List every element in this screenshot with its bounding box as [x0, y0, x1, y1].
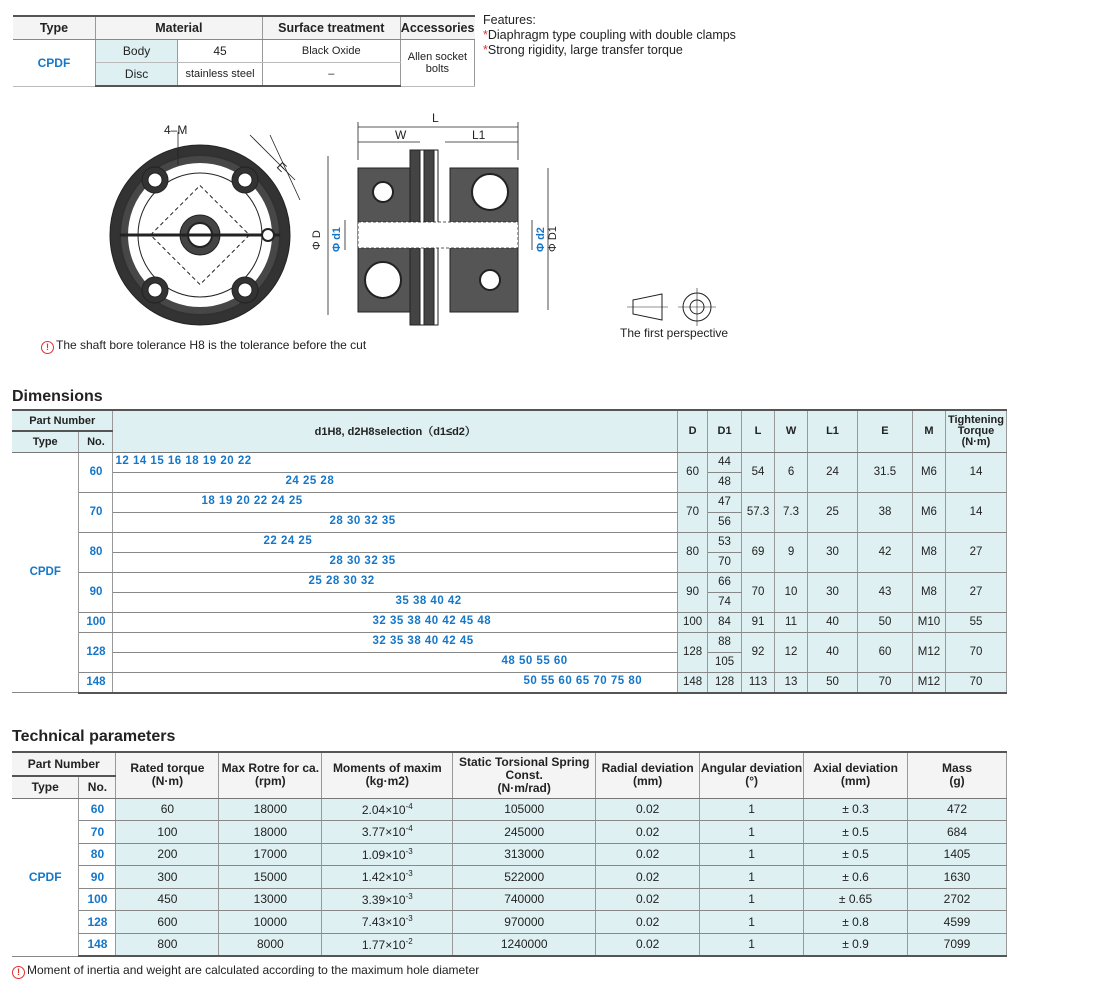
type-cell: CPDF	[13, 40, 95, 87]
technical-row	[12, 933, 1007, 956]
spring-const: 1240000	[453, 933, 596, 956]
type-cell: CPDF	[12, 452, 79, 693]
moment-of-inertia: $1.09\times 10^{-3}$	[322, 843, 453, 866]
dim-L1: 50	[808, 672, 858, 693]
dim-D: 90	[678, 572, 708, 612]
dimensions-row	[12, 532, 1007, 552]
angular-deviation: 1	[700, 933, 804, 956]
header-radial: Radial deviation (mm)	[596, 752, 700, 798]
dim-L1: 30	[808, 532, 858, 572]
dim-L1: 40	[808, 632, 858, 672]
part-no: 148	[79, 672, 113, 693]
technical-row	[12, 866, 1007, 889]
header-selection: d1H8, d2H8selection（d1≤d2）	[113, 410, 678, 452]
rated-torque: 300	[116, 866, 219, 889]
dim-D1: 128	[708, 672, 742, 693]
radial-deviation: 0.02	[596, 866, 700, 889]
spring-const: 313000	[453, 843, 596, 866]
header-torque: Rated torque (N·m)	[116, 752, 219, 798]
front-view-drawing	[110, 132, 300, 325]
dim-D: 70	[678, 492, 708, 532]
angular-deviation: 1	[700, 798, 804, 821]
dim-torque: 70	[945, 632, 1006, 672]
part-no: 100	[79, 612, 113, 632]
dimensions-row	[12, 452, 1007, 472]
max-rpm: 8000	[219, 933, 322, 956]
axial-deviation: ± 0.65	[804, 888, 908, 911]
part-no: 80	[79, 532, 113, 572]
dim-D1: 70	[708, 552, 742, 572]
axial-deviation: ± 0.3	[804, 798, 908, 821]
bore-selection: 25 28 30 32	[113, 572, 678, 592]
radial-deviation: 0.02	[596, 843, 700, 866]
material-disc: stainless steel	[178, 63, 263, 87]
dim-D: 60	[678, 452, 708, 492]
header-no: No.	[79, 431, 113, 452]
moment-of-inertia: $3.39\times 10^{-3}$	[322, 888, 453, 911]
dim-D: 80	[678, 532, 708, 572]
rated-torque: 200	[116, 843, 219, 866]
angular-deviation: 1	[700, 843, 804, 866]
dim-W: 7.3	[775, 492, 808, 532]
coupling-drawing	[100, 110, 740, 340]
dim-L: 57.3	[742, 492, 775, 532]
dim-D1: 44	[708, 452, 742, 472]
surface-body: Black Oxide	[262, 40, 400, 63]
moment-of-inertia: $3.77\times 10^{-4}$	[322, 821, 453, 844]
label-w: W	[395, 128, 407, 142]
rated-torque: 60	[116, 798, 219, 821]
dim-W: 9	[775, 532, 808, 572]
radial-deviation: 0.02	[596, 933, 700, 956]
dim-L: 113	[742, 672, 775, 693]
dim-L1: 40	[808, 612, 858, 632]
dim-W: 10	[775, 572, 808, 612]
bore-selection: 28 30 32 35	[113, 552, 678, 572]
bore-selection: 18 19 20 22 24 25	[113, 492, 678, 512]
max-rpm: 17000	[219, 843, 322, 866]
spring-const: 970000	[453, 911, 596, 934]
angular-deviation: 1	[700, 911, 804, 934]
dim-D1: 66	[708, 572, 742, 592]
technical-title: Technical parameters	[12, 728, 176, 745]
part-no: 70	[79, 492, 113, 532]
part-no: 148	[79, 933, 116, 956]
dimensions-row	[12, 672, 1007, 693]
dim-torque: 27	[945, 532, 1006, 572]
bore-selection: 12 14 15 16 18 19 20 22	[113, 452, 678, 472]
accessories-cell: Allen socket bolts	[400, 40, 474, 87]
radial-deviation: 0.02	[596, 911, 700, 934]
max-rpm: 10000	[219, 911, 322, 934]
spring-const: 245000	[453, 821, 596, 844]
dim-L1: 30	[808, 572, 858, 612]
dim-L: 70	[742, 572, 775, 612]
bore-selection: 28 30 32 35	[113, 512, 678, 532]
technical-row	[12, 821, 1007, 844]
dim-L: 69	[742, 532, 775, 572]
radial-deviation: 0.02	[596, 798, 700, 821]
dim-E: 38	[857, 492, 912, 532]
dim-torque: 70	[945, 672, 1006, 693]
axial-deviation: ± 0.5	[804, 843, 908, 866]
inertia-note: ! Moment of inertia and weight are calculated according to the maximum hole diameter	[12, 963, 479, 979]
dim-D1: 84	[708, 612, 742, 632]
axial-deviation: ± 0.5	[804, 821, 908, 844]
dim-D1: 53	[708, 532, 742, 552]
dimensions-row	[12, 572, 1007, 592]
bore-selection: 32 35 38 40 42 45	[113, 632, 678, 652]
dim-M: M8	[912, 572, 945, 612]
dim-M: M12	[912, 632, 945, 672]
dim-L1: 24	[808, 452, 858, 492]
bore-selection: 50 55 60 65 70 75 80	[113, 672, 678, 693]
angular-deviation: 1	[700, 821, 804, 844]
bore-selection: 22 24 25	[113, 532, 678, 552]
mass: 1630	[908, 866, 1007, 889]
dimensions-title: Dimensions	[12, 388, 103, 405]
bore-selection: 48 50 55 60	[113, 652, 678, 672]
header-D1: D1	[708, 410, 742, 452]
dim-D: 100	[678, 612, 708, 632]
technical-row	[12, 798, 1007, 821]
header-M: M	[912, 410, 945, 452]
spring-const: 105000	[453, 798, 596, 821]
moment-of-inertia: $1.42\times 10^{-3}$	[322, 866, 453, 889]
dim-W: 12	[775, 632, 808, 672]
max-rpm: 13000	[219, 888, 322, 911]
dim-M: M10	[912, 612, 945, 632]
max-rpm: 18000	[219, 798, 322, 821]
header-type: Type	[13, 16, 95, 40]
header-spring: Static Torsional Spring Const. (N·m/rad)	[453, 752, 596, 798]
header-mass: Mass (g)	[908, 752, 1007, 798]
bore-tolerance-note: ! The shaft bore tolerance H8 is the tolerance before the cut	[41, 338, 366, 354]
part-no: 128	[79, 632, 113, 672]
header-part-number: Part Number	[12, 752, 116, 776]
header-rpm: Max Rotre for ca. (rpm)	[219, 752, 322, 798]
type-cell: CPDF	[12, 798, 79, 956]
part-no: 90	[79, 866, 116, 889]
technical-table	[12, 751, 1007, 957]
header-no: No.	[79, 776, 116, 798]
header-part-number: Part Number	[12, 410, 113, 431]
label-l: L	[432, 111, 439, 125]
axial-deviation: ± 0.6	[804, 866, 908, 889]
technical-row	[12, 888, 1007, 911]
header-L1: L1	[808, 410, 858, 452]
part-no: 70	[79, 821, 116, 844]
mass: 4599	[908, 911, 1007, 934]
material-table	[13, 15, 475, 87]
header-D: D	[678, 410, 708, 452]
moment-of-inertia: $1.77\times 10^{-2}$	[322, 933, 453, 956]
dim-L1: 25	[808, 492, 858, 532]
technical-row	[12, 843, 1007, 866]
dim-L: 91	[742, 612, 775, 632]
label-phi-D1: Φ D1	[547, 226, 559, 252]
features-block	[483, 13, 736, 58]
dim-D1: 88	[708, 632, 742, 652]
dimensions-row	[12, 492, 1007, 512]
dim-D1: 105	[708, 652, 742, 672]
rated-torque: 450	[116, 888, 219, 911]
warning-icon: !	[12, 966, 25, 979]
dim-torque: 27	[945, 572, 1006, 612]
header-W: W	[775, 410, 808, 452]
label-4m: 4–M	[164, 123, 188, 137]
material-body: 45	[178, 40, 263, 63]
axial-deviation: ± 0.8	[804, 911, 908, 934]
radial-deviation: 0.02	[596, 821, 700, 844]
dim-torque: 14	[945, 492, 1006, 532]
axial-deviation: ± 0.9	[804, 933, 908, 956]
dim-W: 6	[775, 452, 808, 492]
dim-W: 11	[775, 612, 808, 632]
rated-torque: 600	[116, 911, 219, 934]
header-surface: Surface treatment	[262, 16, 400, 40]
dim-L: 54	[742, 452, 775, 492]
warning-icon: !	[41, 341, 54, 354]
dim-W: 13	[775, 672, 808, 693]
label-l1: L1	[472, 128, 486, 142]
max-rpm: 15000	[219, 866, 322, 889]
part-no: 100	[79, 888, 116, 911]
dim-D1: 47	[708, 492, 742, 512]
dim-M: M6	[912, 492, 945, 532]
perspective-label: The first perspective	[620, 326, 729, 340]
feature-item: *Diaphragm type coupling with double clamps	[483, 28, 736, 42]
label-e: E	[273, 159, 290, 175]
header-accessories: Accessories	[400, 16, 474, 40]
side-view-drawing	[328, 122, 548, 325]
dim-E: 60	[857, 632, 912, 672]
radial-deviation: 0.02	[596, 888, 700, 911]
header-axial: Axial deviation (mm)	[804, 752, 908, 798]
angular-deviation: 1	[700, 888, 804, 911]
mass: 2702	[908, 888, 1007, 911]
dim-M: M6	[912, 452, 945, 492]
part-no: 90	[79, 572, 113, 612]
dim-torque: 55	[945, 612, 1006, 632]
header-E: E	[857, 410, 912, 452]
part-no: 80	[79, 843, 116, 866]
header-torque: Tightening Torque (N·m)	[945, 410, 1006, 452]
dim-E: 70	[857, 672, 912, 693]
angular-deviation: 1	[700, 866, 804, 889]
dim-M: M8	[912, 532, 945, 572]
header-L: L	[742, 410, 775, 452]
dim-M: M12	[912, 672, 945, 693]
dim-E: 31.5	[857, 452, 912, 492]
part-disc: Disc	[95, 63, 177, 87]
spring-const: 740000	[453, 888, 596, 911]
label-phi-d1: Φ d1	[331, 227, 343, 252]
surface-disc: –	[262, 63, 400, 87]
header-material: Material	[95, 16, 262, 40]
dim-D: 148	[678, 672, 708, 693]
first-angle-projection-icon	[627, 288, 716, 326]
dimensions-table	[12, 409, 1007, 694]
header-type: Type	[12, 776, 79, 798]
part-no: 128	[79, 911, 116, 934]
dim-E: 43	[857, 572, 912, 612]
mass: 684	[908, 821, 1007, 844]
dim-D1: 48	[708, 472, 742, 492]
max-rpm: 18000	[219, 821, 322, 844]
rated-torque: 100	[116, 821, 219, 844]
mass: 472	[908, 798, 1007, 821]
bore-selection: 32 35 38 40 42 45 48	[113, 612, 678, 632]
part-no: 60	[79, 452, 113, 492]
dim-D1: 74	[708, 592, 742, 612]
dim-L: 92	[742, 632, 775, 672]
rated-torque: 800	[116, 933, 219, 956]
technical-row	[12, 911, 1007, 934]
header-moment: Moments of maxim (kg·m2)	[322, 752, 453, 798]
header-type: Type	[12, 431, 79, 452]
header-angular: Angular deviation (°)	[700, 752, 804, 798]
bore-selection: 24 25 28	[113, 472, 678, 492]
moment-of-inertia: $2.04\times 10^{-4}$	[322, 798, 453, 821]
label-phi-d2: Φ d2	[535, 227, 547, 252]
mass: 7099	[908, 933, 1007, 956]
dim-D1: 56	[708, 512, 742, 532]
dimensions-row	[12, 632, 1007, 652]
label-phi-d: Φ D	[311, 230, 323, 250]
dim-E: 50	[857, 612, 912, 632]
dim-D: 128	[678, 632, 708, 672]
dim-E: 42	[857, 532, 912, 572]
part-no: 60	[79, 798, 116, 821]
bore-selection: 35 38 40 42	[113, 592, 678, 612]
spring-const: 522000	[453, 866, 596, 889]
feature-item: *Strong rigidity, large transfer torque	[483, 43, 683, 57]
mass: 1405	[908, 843, 1007, 866]
dim-torque: 14	[945, 452, 1006, 492]
dimensions-row	[12, 612, 1007, 632]
features-title: Features:	[483, 13, 536, 27]
part-body: Body	[95, 40, 177, 63]
moment-of-inertia: $7.43\times 10^{-3}$	[322, 911, 453, 934]
